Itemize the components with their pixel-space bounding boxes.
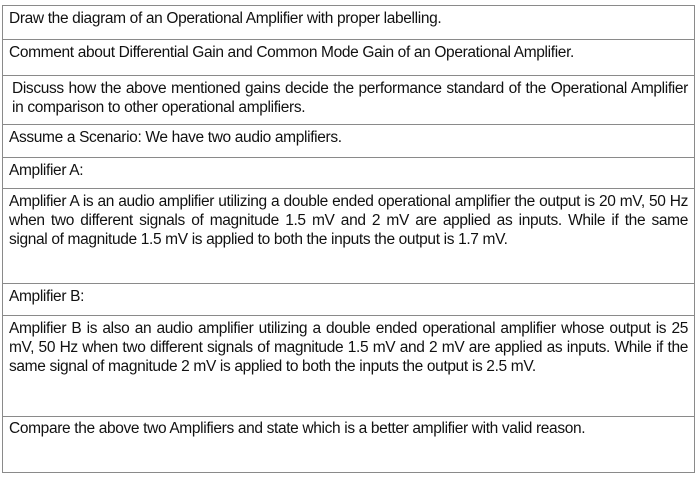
question-draw-diagram: Draw the diagram of an Operational Amplifier with proper labelling. xyxy=(3,6,694,40)
question-discuss-performance: Discuss how the above mentioned gains decide the performance standard of the Operational Amplifier in comparison to other operational amplifiers. xyxy=(3,76,694,125)
amplifier-b-heading: Amplifier B: xyxy=(3,284,694,316)
scenario-intro: Assume a Scenario: We have two audio amplifiers. xyxy=(3,125,694,158)
amplifier-a-heading: Amplifier A: xyxy=(3,158,694,189)
amplifier-a-description: Amplifier A is an audio amplifier utilizing a double ended operational amplifier the output is 20 mV, 50 Hz when two different signals of magnitude 1.5 mV and 2 mV are applied as inputs. While if the same signal of magnitude 1.5 mV is applied to both the inputs the output is 1.7 mV. xyxy=(3,189,694,284)
question-sheet xyxy=(2,5,695,473)
compare-question: Compare the above two Amplifiers and state which is a better amplifier with valid reason. xyxy=(9,420,586,437)
question-comment-gains: Comment about Differential Gain and Common Mode Gain of an Operational Amplifier. xyxy=(3,40,694,76)
amplifier-b-description: Amplifier B is also an audio amplifier utilizing a double ended operational amplifier whose output is 25 mV, 50 Hz when two different signals of magnitude 1.5 mV and 2 mV are applied as inputs. While if the same signal of magnitude 2 mV is applied to both the inputs the output is 2.5 mV. xyxy=(3,316,694,417)
